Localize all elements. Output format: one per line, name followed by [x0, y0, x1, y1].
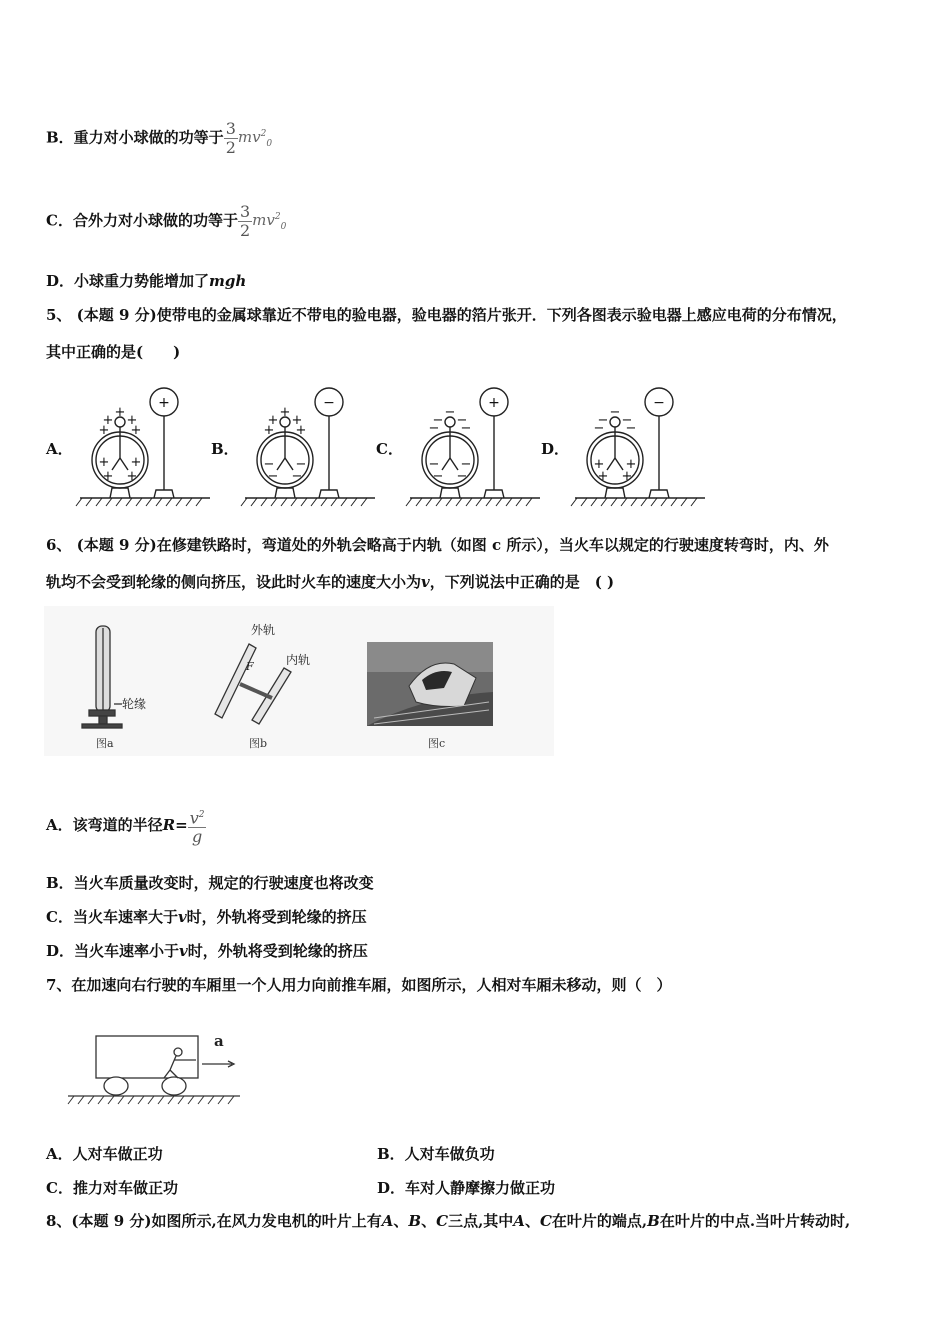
q6-railway-figure	[44, 606, 554, 756]
q4-option-b-fraction: $\frac{3}{2}$	[225, 119, 236, 157]
q6-figure-c-photo	[367, 642, 493, 726]
svg-text:+: +	[263, 423, 275, 438]
q5-label-b: B．	[211, 440, 239, 458]
q5-stem-line1: 5、 (本题 9 分)使带电的金属球靠近不带电的验电器，验电器的箔片张开．下列各图表示验电器上感应电荷的分布情况，	[46, 306, 847, 324]
q5-ball-sign-d: −	[653, 395, 665, 411]
svg-text:−: −	[267, 469, 279, 484]
q6-option-d: D．当火车速率小于v时，外轨将受到轮缘的挤压	[46, 942, 368, 960]
q6-option-c: C．当火车速率大于v时，外轨将受到轮缘的挤压	[46, 908, 367, 926]
q6-label-outer: 外轨	[251, 623, 276, 637]
q7-option-d: D．车对人静摩擦力做正功	[377, 1179, 556, 1197]
svg-text:−: −	[593, 421, 605, 436]
q6-label-fig-c: 图c	[428, 737, 446, 750]
svg-text:−: −	[621, 413, 633, 428]
q5-ball-sign-a: +	[158, 395, 170, 411]
svg-text:−: −	[456, 469, 468, 484]
svg-text:−: −	[432, 413, 444, 428]
svg-text:−: −	[460, 421, 472, 436]
svg-text:+: +	[625, 457, 637, 472]
svg-text:−: −	[295, 457, 307, 472]
q6-option-a: A．该弯道的半径R= $\frac{v^2}{g}$	[46, 806, 206, 846]
svg-text:+: +	[279, 405, 291, 420]
svg-text:−: −	[625, 421, 637, 436]
q4-option-b-text: B．重力对小球做的功等于	[46, 128, 224, 147]
q4-option-c	[46, 203, 286, 240]
svg-text:+: +	[597, 469, 609, 484]
svg-text:−: −	[444, 405, 456, 420]
q7-option-b: B．人对车做负功	[377, 1145, 495, 1163]
svg-text:+: +	[291, 413, 303, 428]
svg-text:+: +	[130, 455, 142, 470]
q7-cart-figure	[62, 1016, 252, 1116]
svg-text:−: −	[456, 413, 468, 428]
q5-ball-sign-b: −	[323, 395, 335, 411]
svg-text:+: +	[98, 455, 110, 470]
q5-label-a: A．	[46, 440, 73, 458]
svg-text:−: −	[597, 413, 609, 428]
svg-text:−: −	[609, 405, 621, 420]
svg-text:+: +	[102, 413, 114, 428]
q4-option-c-text: C．合外力对小球做的功等于	[46, 211, 238, 230]
q6-label-inner: 内轨	[286, 653, 311, 667]
q4-option-c-fraction: $\frac{3}{2}$	[239, 202, 251, 240]
q6-label-fig-a: 图a	[96, 737, 114, 750]
q6-label-force: F	[246, 660, 254, 673]
q5-label-c: C．	[376, 440, 403, 458]
q6-stem-line2: 轨均不会受到轮缘的侧向挤压，设此时火车的速度大小为v，下列说法中正确的是 ( )	[46, 573, 615, 591]
q5-electroscope-figures	[60, 380, 740, 515]
q6-label-fig-b: 图b	[249, 737, 268, 750]
q5-stem-line2: 其中正确的是( )	[46, 343, 181, 361]
q4-option-b	[46, 120, 272, 157]
svg-text:−: −	[263, 457, 275, 472]
svg-text:−: −	[428, 421, 440, 436]
q4-option-d	[46, 271, 246, 291]
q6-option-b: B．当火车质量改变时，规定的行驶速度也将改变	[46, 874, 374, 892]
svg-text:+: +	[593, 457, 605, 472]
svg-text:+: +	[102, 469, 114, 484]
svg-text:+: +	[295, 423, 307, 438]
svg-text:−: −	[460, 457, 472, 472]
q7-option-c: C．推力对车做正功	[46, 1179, 178, 1197]
svg-text:−: −	[291, 469, 303, 484]
q4-option-d-text: D．小球重力势能增加了	[46, 272, 210, 290]
q4-option-c-expr: $mv^2_0$	[252, 210, 287, 232]
q6-label-rim: 轮缘	[122, 697, 147, 711]
q6-stem-line1: 6、 (本题 9 分)在修建铁路时，弯道处的外轨会略高于内轨（如图 c 所示），当火车以规定的行驶速度转弯时，内、外	[46, 536, 829, 554]
q5-ball-sign-c: +	[488, 395, 500, 411]
svg-text:+: +	[621, 469, 633, 484]
q7-option-a: A．人对车做正功	[46, 1145, 163, 1163]
svg-text:−: −	[428, 457, 440, 472]
svg-text:+: +	[114, 405, 126, 420]
svg-text:+: +	[126, 413, 138, 428]
svg-text:−: −	[432, 469, 444, 484]
svg-text:+: +	[130, 423, 142, 438]
q7-stem: 7、在加速向右行驶的车厢里一个人用力向前推车厢，如图所示，人相对车厢未移动，则（ ）	[46, 976, 672, 994]
q7-accel-label: a	[214, 1032, 224, 1050]
q5-figure-a	[76, 388, 210, 506]
q4-option-d-var: mgh	[209, 272, 247, 290]
svg-text:+: +	[267, 413, 279, 428]
q4-option-b-expr: $mv^2_0$	[237, 127, 273, 149]
svg-text:+: +	[98, 423, 110, 438]
q8-stem: 8、(本题 9 分)如图所示,在风力发电机的叶片上有A、B、C三点,其中A、C在叶片的端点,B在叶片的中点.当叶片转动时,	[46, 1212, 851, 1230]
q5-label-d: D．	[541, 440, 570, 458]
svg-text:+: +	[126, 469, 138, 484]
